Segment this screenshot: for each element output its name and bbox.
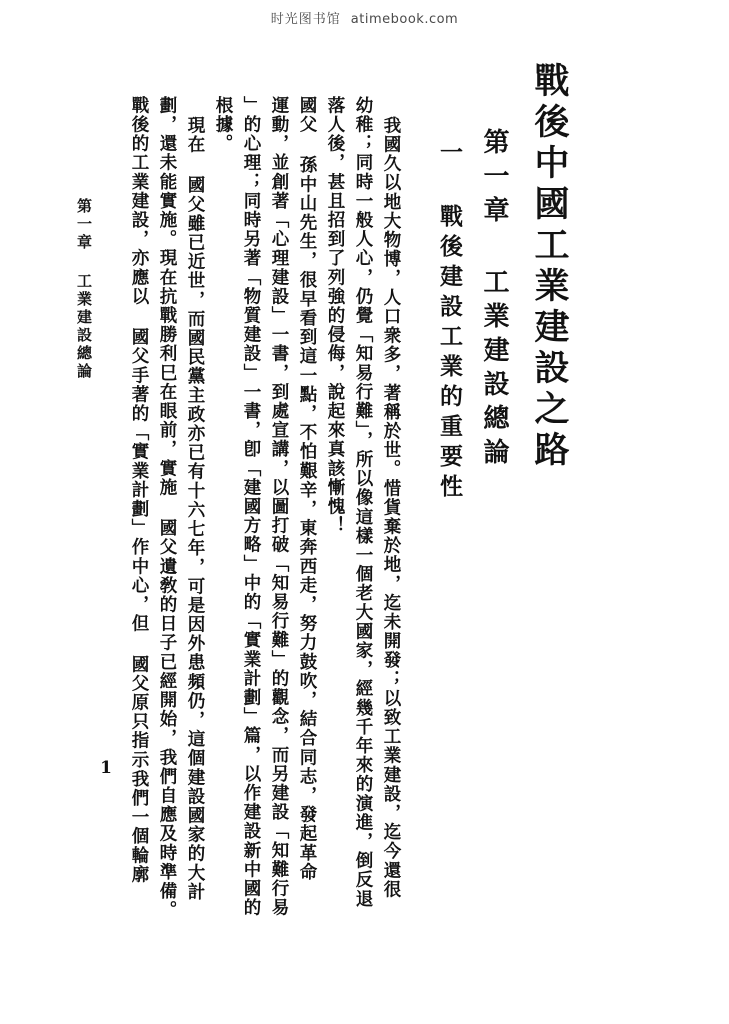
body-column: 運動，並創著「心理建設」一書，到處宣講，以圖打破「知易行難」的觀念，而另建設「知難行易 — [269, 96, 289, 918]
chapter-heading: 第一章 工業建設總論 — [479, 128, 509, 472]
running-footer: 第一章 工業建設總論 — [75, 198, 93, 381]
page-number: 1 — [96, 758, 116, 778]
book-title: 戰後中國工業建設之路 — [529, 62, 570, 472]
watermark-site-label: atimebook.com — [350, 12, 459, 27]
body-column: 現在 國父雖已近世，而國民黨主政亦已有十六七年，可是因外患頻仍，這個建設國家的大計 — [185, 116, 205, 902]
watermark-header — [0, 8, 729, 27]
body-column: 國父 孫中山先生，很早看到這一點，不怕艱辛，東奔西走，努力鼓吹，結合同志，發起革命 — [297, 96, 317, 882]
body-column: 幼稚；同時一般人心，仍覺「知易行難」，所以像這樣一個老大國家，經幾千年來的演進，倒反退 — [353, 96, 373, 909]
watermark-library-label: 时光图书馆 — [270, 12, 341, 27]
body-column: 劃，還未能實施。現在抗戰勝利巳在眼前，實施 國父遺敎的日子已經開始，我們自應及時準備。 — [157, 96, 177, 920]
body-column: 根據。 — [213, 96, 233, 154]
section-heading: 一 戰後建設工業的重要性 — [436, 140, 463, 504]
body-column: 我國久以地大物博，人口衆多，著稱於世。惜貨棄於地，迄未開發；以致工業建設，迄今還很 — [381, 116, 401, 900]
body-column: 」的心理；同時另著「物質建設」一書，卽「建國方略」中的「實業計劃」篇，以作建設新中國的 — [241, 96, 261, 918]
body-column: 戰後的工業建設，亦應以 國父手著的「實業計劃」作中心，但 國父原只指示我們一個輪廓 — [129, 96, 149, 885]
body-column: 落人後，甚且招到了列強的侵侮，說起來真該慚愧！ — [325, 96, 345, 536]
